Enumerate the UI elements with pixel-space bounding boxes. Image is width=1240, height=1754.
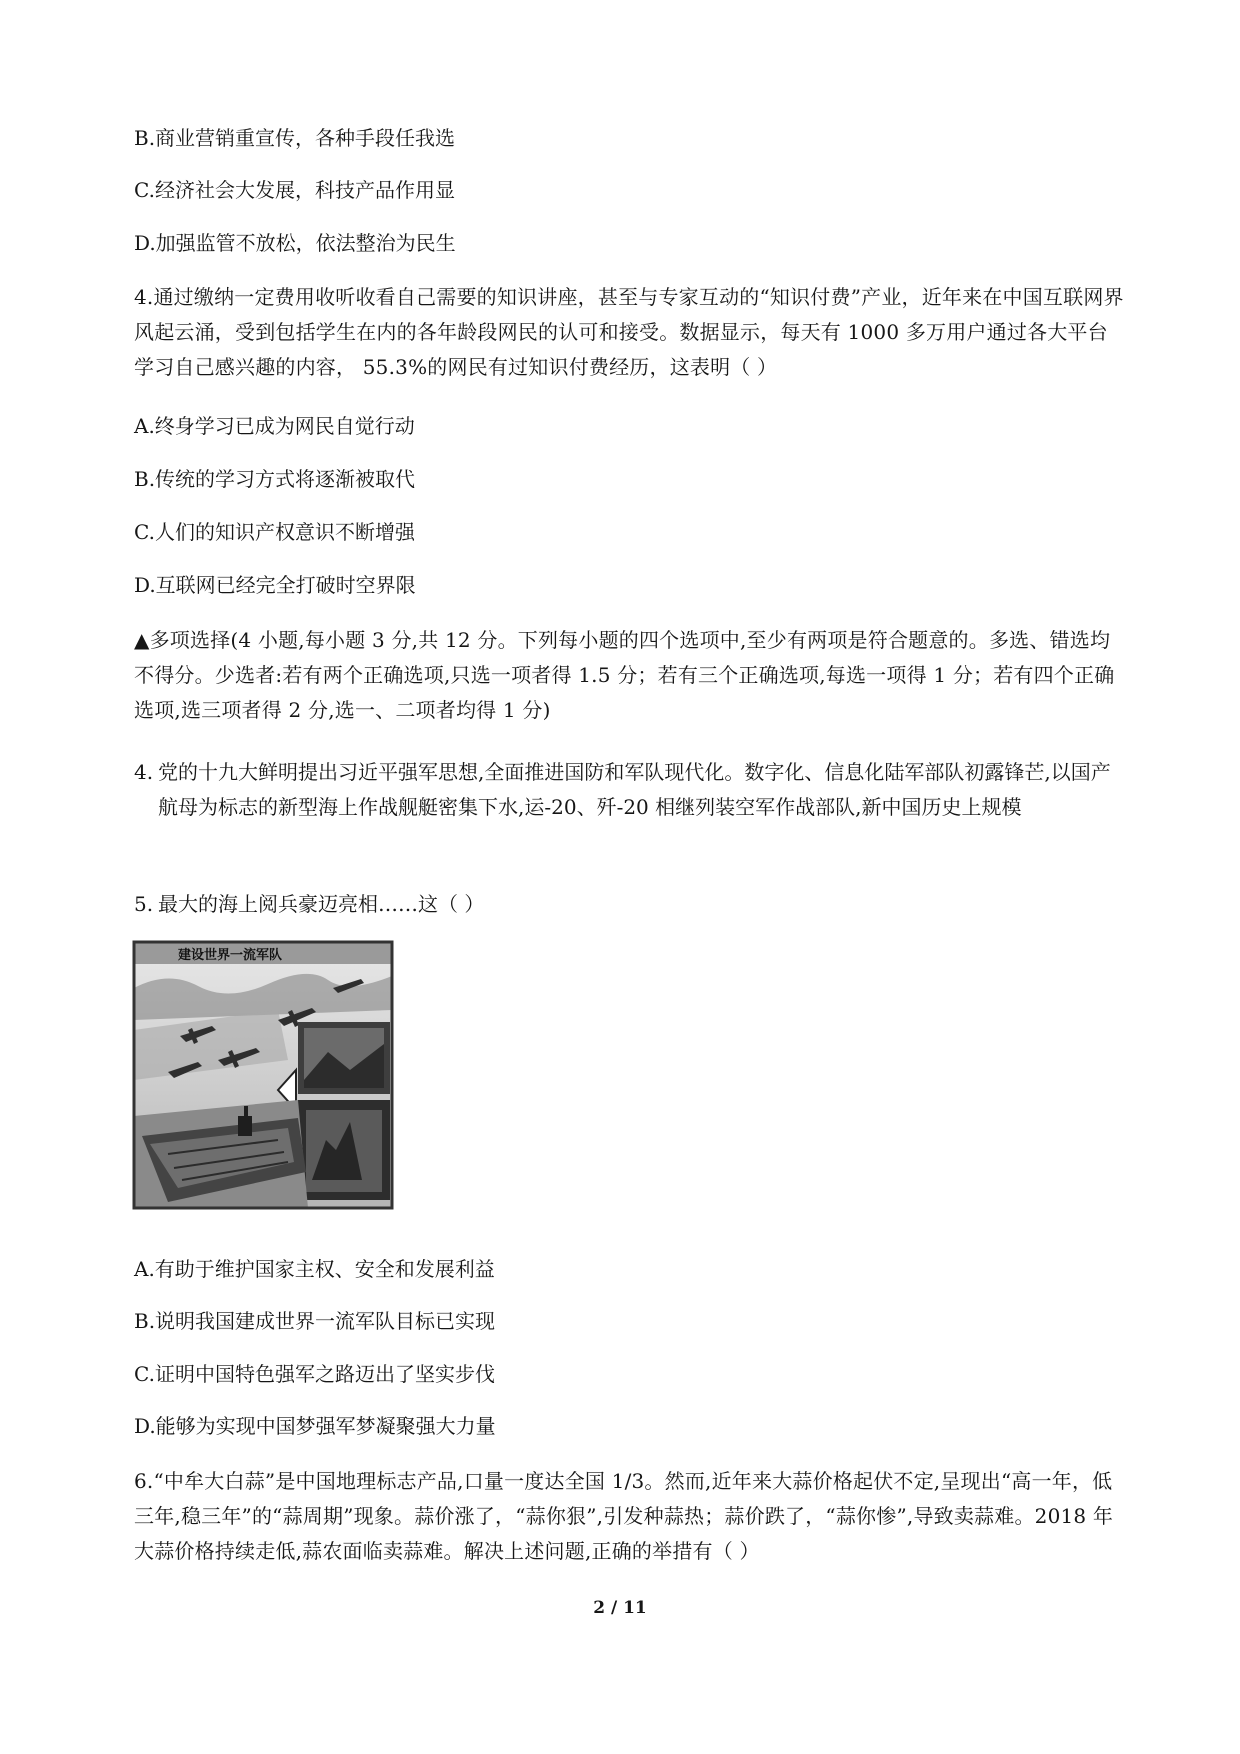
q5-option-b: B.说明我国建成世界一流军队目标已实现 <box>134 1309 496 1333</box>
q4-option-a: A.终身学习已成为网民自觉行动 <box>134 414 415 438</box>
q3-option-b: B.商业营销重宣传，各种手段任我选 <box>134 126 456 150</box>
military-photo-illustration <box>128 940 396 1210</box>
q4-option-d: D.互联网已经完全打破时空界限 <box>134 573 416 597</box>
q5-number: 5. <box>134 892 154 916</box>
q5-item <box>134 887 1124 922</box>
photo-caption: 建设世界一流军队 <box>178 948 283 963</box>
q3-option-d: D.加强监管不放松，依法整治为民生 <box>134 231 456 255</box>
q4b-number: 4. <box>134 760 154 784</box>
military-photo <box>128 940 396 1210</box>
q4-stem: 4.通过缴纳一定费用收听收看自己需要的知识讲座，甚至与专家互动的“知识付费”产业，近年来在中国互联网界风起云涌，受到包括学生在内的各年龄段网民的认可和接受。数据显示，每天有 1000 多万用户通过各大平台学习自己感兴趣的内容， 55.3%的网民有过知识付费经历，这表明（ ） <box>134 285 1124 379</box>
q4b-item <box>134 755 1124 825</box>
section-heading: ▲多项选择(4 小题,每小题 3 分,共 12 分。下列每小题的四个选项中,至少有两项是符合题意的。多选、错选均不得分。少选者:若有两个正确选项,只选一项者得 1.5 分；若有三个正确选项,每选一项得 1 分；若有四个正确选项,选三项者得 2 分,选一、二项者均得 1 分) <box>134 628 1115 722</box>
q5-option-c: C.证明中国特色强军之路迈出了坚实步伐 <box>134 1362 495 1386</box>
q5-option-d: D.能够为实现中国梦强军梦凝聚强大力量 <box>134 1414 496 1438</box>
q3-option-c: C.经济社会大发展，科技产品作用显 <box>134 178 455 202</box>
q4b-text: 党的十九大鲜明提出习近平强军思想,全面推进国防和军队现代化。数字化、信息化陆军部队初露锋芒,以国产航母为标志的新型海上作战舰艇密集下水,运-20、歼-20 相继列装空军作战部队,新中国历史上规模 <box>158 760 1111 819</box>
q6-stem: 6.“中牟大白蒜”是中国地理标志产品,口量一度达全国 1/3。然而,近年来大蒜价格起伏不定,呈现出“高一年，低三年,稳三年”的“蒜周期”现象。蒜价涨了，“蒜你狠”,引发种蒜热；蒜价跌了，“蒜你惨”,导致卖蒜难。2018 年大蒜价格持续走低,蒜农面临卖蒜难。解决上述问题,正确的举措有（ ） <box>134 1469 1114 1563</box>
page-number: 2 / 11 <box>593 1598 647 1618</box>
q5-text: 最大的海上阅兵豪迈亮相……这（ ） <box>158 892 485 916</box>
q4-option-c: C.人们的知识产权意识不断增强 <box>134 520 415 544</box>
q4-option-b: B.传统的学习方式将逐渐被取代 <box>134 467 416 491</box>
q5-option-a: A.有助于维护国家主权、安全和发展利益 <box>134 1257 495 1281</box>
